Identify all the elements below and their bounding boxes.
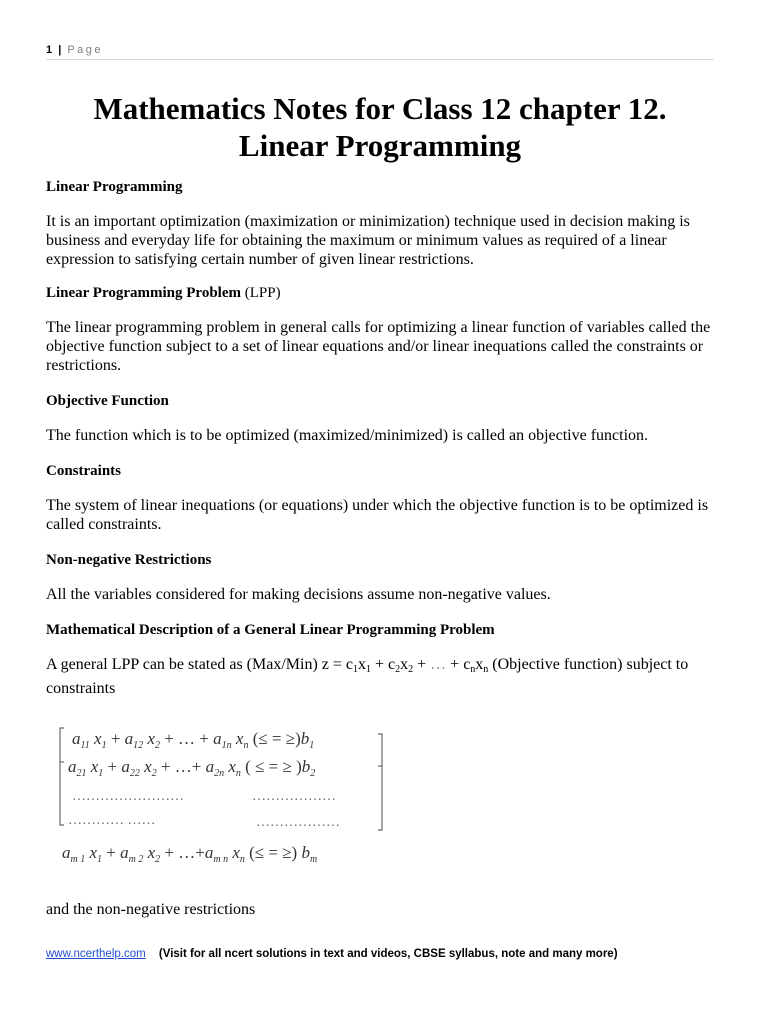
svg-text:………………: ………………	[252, 789, 336, 804]
svg-text:………… ……: ………… ……	[68, 813, 156, 828]
page-footer	[46, 948, 746, 960]
footer-link[interactable]: www.ncerthelp.com	[46, 948, 146, 960]
heading-constraints: Constraints	[46, 463, 122, 479]
svg-text:……………………: ……………………	[72, 789, 184, 804]
page-separator: |	[58, 44, 62, 56]
footer-note: (Visit for all ncert solutions in text and videos, CBSE syllabus, note and many more)	[158, 948, 618, 960]
paragraph-linear-programming: It is an important optimization (maximization or minimization) technique used in decision making is business and everyday life for obtaining the maximum or minimum values as required of a linear expression to satisfying certain number of given linear restrictions.	[46, 213, 690, 268]
page-word: Page	[67, 44, 104, 56]
page-header	[46, 44, 714, 60]
paragraph-non-negative: and the non-negative restrictions	[46, 901, 256, 918]
svg-text:am 1 x1 + am 2 x2 + …+am n xn: $a_{m 1}$ $x_1 + a_{m 2}$ $x_2$ + $\dots+a_{m n}$ $x_n$ (≤ = ≥) $b_m$	[62, 843, 318, 865]
title-line-2: Linear Programming	[238, 128, 522, 163]
heading-objective-function: Objective Function	[46, 393, 169, 409]
heading-mathematical-description: Mathematical Description of a General Linear Programming Problem	[46, 622, 495, 638]
svg-text:a21 x1 + a22 x2 + …+ a2n xn (: $a_{21}$ $x_1 + a_{22}$ $x_2$ + …+ $a_{2n}$ $x_n$ ( ≤ = ≥ )$b_2$	[68, 757, 316, 779]
heading-lpp-suffix: (LPP)	[240, 285, 281, 301]
heading-linear-programming: Linear Programming	[46, 179, 183, 195]
paragraph-non-negative-restrictions: All the variables considered for making decisions assume non-negative values.	[46, 586, 551, 603]
document-title	[46, 90, 714, 164]
svg-text:a11 x1 + a12 x2 + … + a1n xn (: $a_{11}$ $x_1 + a_{12}$ $x_2$ + … + $a_{1n}$ $x_n$ (≤ = $\ge)b_1$	[72, 729, 315, 751]
heading-lpp	[46, 284, 722, 302]
paragraph-objective-function: The function which is to be optimized (maximized/minimized) is called an objective function.	[46, 427, 649, 444]
paragraph-lpp: The linear programming problem in general calls for optimizing a linear function of variables called the objective function subject to a set of linear equations and/or linear inequations called the constraints or restrictions.	[46, 319, 711, 374]
general-lpp-text-a: A general LPP can be stated as (Max/Min) z = c	[46, 656, 354, 673]
constraints-matrix-image	[56, 720, 386, 870]
svg-text:………………: ………………	[256, 815, 340, 830]
page-number: 1	[46, 44, 53, 56]
heading-lpp-text: Linear Programming Problem	[46, 285, 241, 301]
document-body	[46, 178, 722, 698]
paragraph-general-lpp: A general LPP can be stated as (Max/Min) $z = c_1x_1 + c_2x_2$ + … + $c_nx_n$ (Objective function) subject to constraints	[46, 656, 689, 697]
paragraph-constraints: The system of linear inequations (or equations) under which the objective function is to be optimized is called constraints.	[46, 497, 709, 533]
heading-non-negative-restrictions: Non-negative Restrictions	[46, 552, 212, 568]
title-line-1: Mathematics Notes for Class 12 chapter 12.	[93, 91, 667, 126]
general-lpp-text-b: (Objective function) subject to constraints	[46, 656, 689, 697]
